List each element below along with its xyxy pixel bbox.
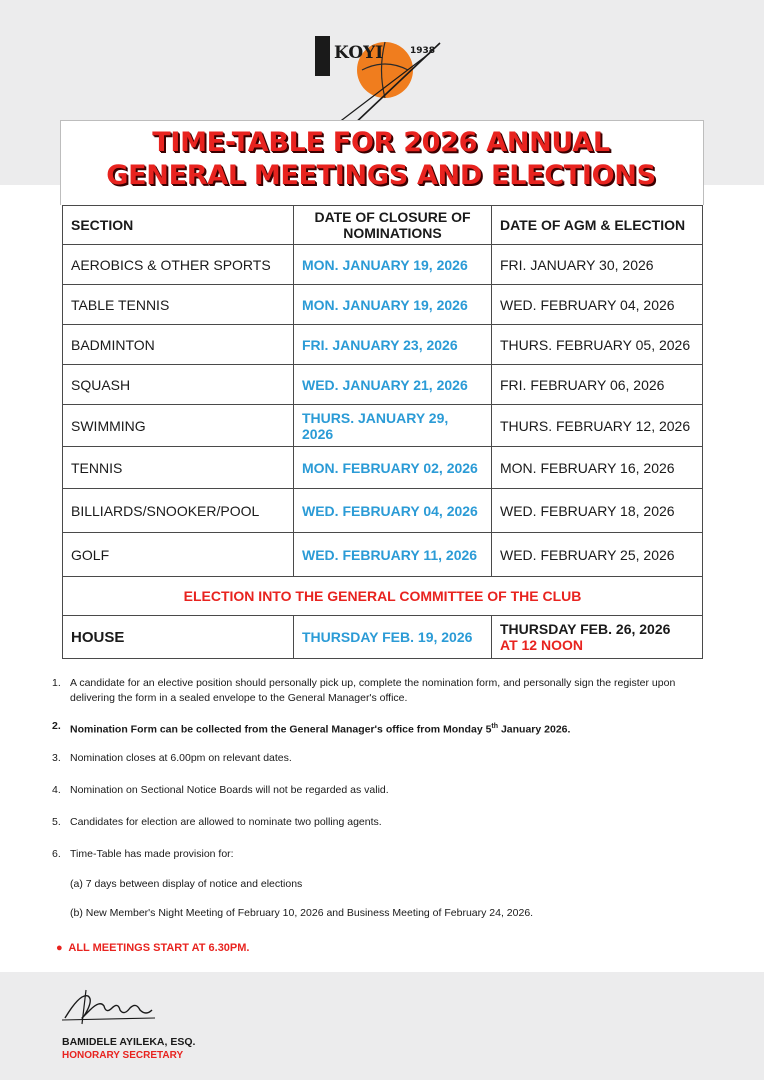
signature-image xyxy=(60,988,170,1028)
agm-date-cell: WED. FEBRUARY 04, 2026 xyxy=(492,285,703,325)
closure-date-cell: MON. FEBRUARY 02, 2026 xyxy=(294,447,492,489)
note-text: Nomination closes at 6.00pm on relevant dates. xyxy=(70,752,292,764)
logo-year: 1938 xyxy=(410,46,436,56)
table-row xyxy=(63,489,703,533)
table-row xyxy=(63,285,703,325)
note-item: 3. Nomination closes at 6.00pm on relevant dates. xyxy=(52,751,712,766)
house-agm-date: THURSDAY FEB. 26, 2026 xyxy=(500,621,671,637)
note-subitem xyxy=(70,906,712,921)
note-item: 2. Nomination Form can be collected from the General Manager's office from Monday 5th January 2026. xyxy=(52,719,712,738)
note-text: Candidates for election are allowed to nominate two polling agents. xyxy=(70,816,382,828)
note-text: Nomination Form can be collected from the General Manager's office from Monday 5th January 2026. xyxy=(70,723,571,736)
house-agm-cell xyxy=(492,616,703,659)
agm-date-cell: MON. FEBRUARY 16, 2026 xyxy=(492,447,703,489)
section-cell: BADMINTON xyxy=(63,325,294,365)
house-closure-cell: THURSDAY FEB. 19, 2026 xyxy=(294,616,492,659)
signatory-name: BAMIDELE AYILEKA, ESQ. xyxy=(62,1036,196,1048)
section-cell: AEROBICS & OTHER SPORTS xyxy=(63,245,294,285)
agm-date-cell: FRI. JANUARY 30, 2026 xyxy=(492,245,703,285)
note-text: (b) New Member's Night Meeting of February 10, 2026 and Business Meeting of February 24, 2026. xyxy=(70,907,534,919)
house-agm-time: AT 12 NOON xyxy=(500,637,583,653)
closure-date-cell: WED. FEBRUARY 11, 2026 xyxy=(294,533,492,577)
page-title xyxy=(60,126,702,192)
closure-date-cell: FRI. JANUARY 23, 2026 xyxy=(294,325,492,365)
agm-date-cell: WED. FEBRUARY 18, 2026 xyxy=(492,489,703,533)
ikoyi-club-logo xyxy=(310,28,460,128)
agm-date-cell: WED. FEBRUARY 25, 2026 xyxy=(492,533,703,577)
table-row xyxy=(63,325,703,365)
header-agm: DATE OF AGM & ELECTION xyxy=(492,206,703,245)
note-text: Time-Table has made provision for: xyxy=(70,848,234,860)
agm-date-cell: THURS. FEBRUARY 05, 2026 xyxy=(492,325,703,365)
house-row xyxy=(63,616,703,659)
header-closure: DATE OF CLOSURE OF NOMINATIONS xyxy=(294,206,492,245)
table-row xyxy=(63,447,703,489)
closure-date-cell: WED. JANUARY 21, 2026 xyxy=(294,365,492,405)
title-line-1: TIME-TABLE FOR 2026 ANNUAL xyxy=(152,127,610,158)
section-cell: BILLIARDS/SNOOKER/POOL xyxy=(63,489,294,533)
bullet-dot-icon: ● xyxy=(56,942,63,954)
timetable xyxy=(62,205,703,659)
table-row xyxy=(63,365,703,405)
note-item: 5. Candidates for election are allowed to nominate two polling agents. xyxy=(52,815,712,830)
closure-date-cell: THURS. JANUARY 29, 2026 xyxy=(294,405,492,447)
table-row xyxy=(63,405,703,447)
election-banner: ELECTION INTO THE GENERAL COMMITTEE OF THE CLUB xyxy=(63,577,703,616)
note-item: 1. A candidate for an elective position should personally pick up, complete the nomination form, and personally sign the register upon delivering the form in a sealed envelope to the General Manager's office. xyxy=(52,676,712,706)
section-cell: TENNIS xyxy=(63,447,294,489)
section-cell: TABLE TENNIS xyxy=(63,285,294,325)
section-cell: SWIMMING xyxy=(63,405,294,447)
house-section-cell: HOUSE xyxy=(63,616,294,659)
note-text: (a) 7 days between display of notice and elections xyxy=(70,878,303,890)
election-banner-row xyxy=(63,577,703,616)
section-cell: GOLF xyxy=(63,533,294,577)
meetings-bullet xyxy=(56,942,249,954)
closure-date-cell: MON. JANUARY 19, 2026 xyxy=(294,285,492,325)
bullet-text: ALL MEETINGS START AT 6.30PM. xyxy=(68,942,250,954)
note-text: Nomination on Sectional Notice Boards will not be regarded as valid. xyxy=(70,784,389,796)
table-header-row xyxy=(63,206,703,245)
title-line-2: GENERAL MEETINGS AND ELECTIONS xyxy=(106,160,656,191)
header-section: SECTION xyxy=(63,206,294,245)
note-text: A candidate for an elective position should personally pick up, complete the nomination form, and personally sign the register upon delivering the form in a sealed envelope to the General Manager's office. xyxy=(70,677,676,704)
table-row xyxy=(63,245,703,285)
note-item: 4. Nomination on Sectional Notice Boards will not be regarded as valid. xyxy=(52,783,712,798)
closure-date-cell: MON. JANUARY 19, 2026 xyxy=(294,245,492,285)
agm-date-cell: THURS. FEBRUARY 12, 2026 xyxy=(492,405,703,447)
closure-date-cell: WED. FEBRUARY 04, 2026 xyxy=(294,489,492,533)
section-cell: SQUASH xyxy=(63,365,294,405)
note-item: 6. Time-Table has made provision for: xyxy=(52,847,712,862)
agm-date-cell: FRI. FEBRUARY 06, 2026 xyxy=(492,365,703,405)
signatory-title: HONORARY SECRETARY xyxy=(62,1050,184,1061)
table-row xyxy=(63,533,703,577)
logo-word: KOYI xyxy=(334,43,384,63)
note-subitem xyxy=(70,877,712,892)
